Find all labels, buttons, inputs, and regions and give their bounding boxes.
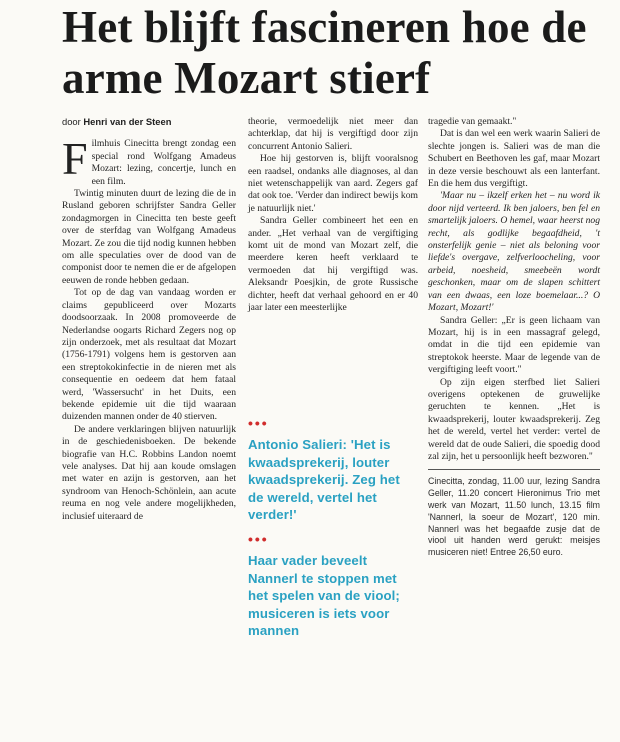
lead-paragraph-text: ilmhuis Cinecitta brengt zondag een special rond Wolfgang Amadeus Mozart: lezing, concertje, lunch en een film. [91,138,236,187]
paragraph: Sandra Geller combineert het een en ander. „Het verhaal van de vergiftiging komt uit de mond van Mozart zelf, die meerdere keren heeft verklaard te vermoeden dat hij vergiftigd was. Aleksandr Poesjkin, de grote Russische dichter, heeft dat verhaal gehoord en er 40 jaar later een meesterlijke [248,215,418,314]
event-info [428,476,600,559]
paragraph: Op zijn eigen sterfbed liet Salieri overigens optekenen de gruwelijke geruchten te kennen. „Het is kwaadsprekerij, louter kwaadsprekerij. Zeg het de wereld, vertel het verder: vertel de wereld dat de oude Salieri, die spoedig dood zal zijn, het u persoonlijk heeft bezworen." [428,376,600,462]
paragraph: Twintig minuten duurt de lezing die de in Rusland geboren schrijfster Sandra Geller zondagmorgen in Cinecitta ten beste geeft over de sterfdag van Wolfgang Amadeus Mozart. Ze zou die tijd nodig kunnen hebben om alle speculaties over de dood van de componist door te nemen die er de afgelopen eeuwen de ronde hebben gedaan. [62,188,236,286]
red-dots-divider: ••• [248,530,269,547]
pull-quote-nannerl: Haar vader beveelt Nannerl te stoppen met het spelen van de viool; musiceren is iets voor mannen [248,552,400,639]
drop-cap: F [62,133,88,185]
lead-paragraph [62,133,236,188]
byline-prefix: door [62,116,81,127]
paragraph: theorie, vermoedelijk niet meer dan achterklap, dat hij is vergiftigd door zijn concurrent Antonio Salieri. [248,116,418,152]
paragraph: Hoe hij gestorven is, blijft vooralsnog een raadsel, ondanks alle diagnoses, al dan niet wetenschappelijk van aard. Zegers gaf dat ook toe. 'Verder dan indirect bewijs kom je natuurlijk niet.' [248,153,418,214]
paragraph: De andere verklaringen blijven natuurlijk in de geschiedenisboeken. De bekende biografie van H.C. Robbins Landon noemt vele analyses. Dat hij aan koude omslagen met water en azijn is gestorven, aan het syndroom van Henoch-Schönlein, aan acute reuma en nog vele andere mogelijkheden, inclusief uiteraard de [62,423,236,522]
article-column-2 [248,116,418,315]
pull-quotes [248,408,418,640]
article-column-1 [62,116,236,523]
paragraph: Dat is dan wel een werk waarin Salieri de slechte jongen is. Salieri was de man die Schubert en Beethoven les gaf, maar Mozart in deze versie beschouwt als een lanterfant. En die hem dus vergiftigt. [428,128,600,190]
article-column-3 [428,116,600,559]
paragraph: tragedie van gemaakt." [428,116,517,127]
byline [62,116,236,128]
poem-quote: 'Maar nu – ikzelf erken het – nu word ik door nijd verteerd. Ik ben jaloers, ben fel en smartelijk jaloers. O hemel, waar heerst nog recht, als godlijke begaafdheid, 't onsterfelijk genie – niet als beloning voor liefde's overgave, zelfverloocheling, voor arbeid, noesheid, smeebeën wordt geschonken, maar om de slapen schittert van een dwaas, een loze boemelaar...? O Mozart, Mozart!' [428,190,600,314]
paragraph: Sandra Geller: „Er is geen lichaam van Mozart, hij is in een massagraf gelegd, omdat in die tijd een epidemie van streptokok heerste. Maar de legende van de vergiftiging leeft voort." [428,314,600,376]
paragraph: Tot op de dag van vandaag worden er claims gepubliceerd over Mozarts doodsoorzaak. In 2008 promoveerde de Nederlandse oogarts Richard Zegers nog op zijn onderzoek, met als resultaat dat Mozart (1756-1791) volgens hem is gestorven aan een streptokokinfectie in de nieren met als consequentie en oedeem dat hem fataal werd, 'Wassersucht' in het Duits, een bekende epidemie uit die tijd waaraan duizenden mannen onder de 40 stierven. [62,287,236,423]
headline: Het blijft fascineren hoe de arme Mozart stierf [62,2,587,103]
byline-author: Henri van der Steen [83,116,172,127]
red-dots-divider: ••• [248,415,269,431]
info-divider [428,469,600,470]
pull-quote-salieri: Antonio Salieri: 'Het is kwaadsprekerij, louter kwaadsprekerij. Zeg het de wereld, vertel het verder!' [248,437,400,523]
event-info-text: Cinecitta, zondag, 11.00 uur, lezing Sandra Geller, 11.20 concert Hieronimus Trio met werk van Mozart, 11.50 lunch, 13.15 film 'Nannerl, la soeur de Mozart', 120 min. Nannerl was het begaafde zusje dat de viool uit handen werd gerukt: meisjes musiceren niet! Entree 26,50 euro. [428,476,600,558]
